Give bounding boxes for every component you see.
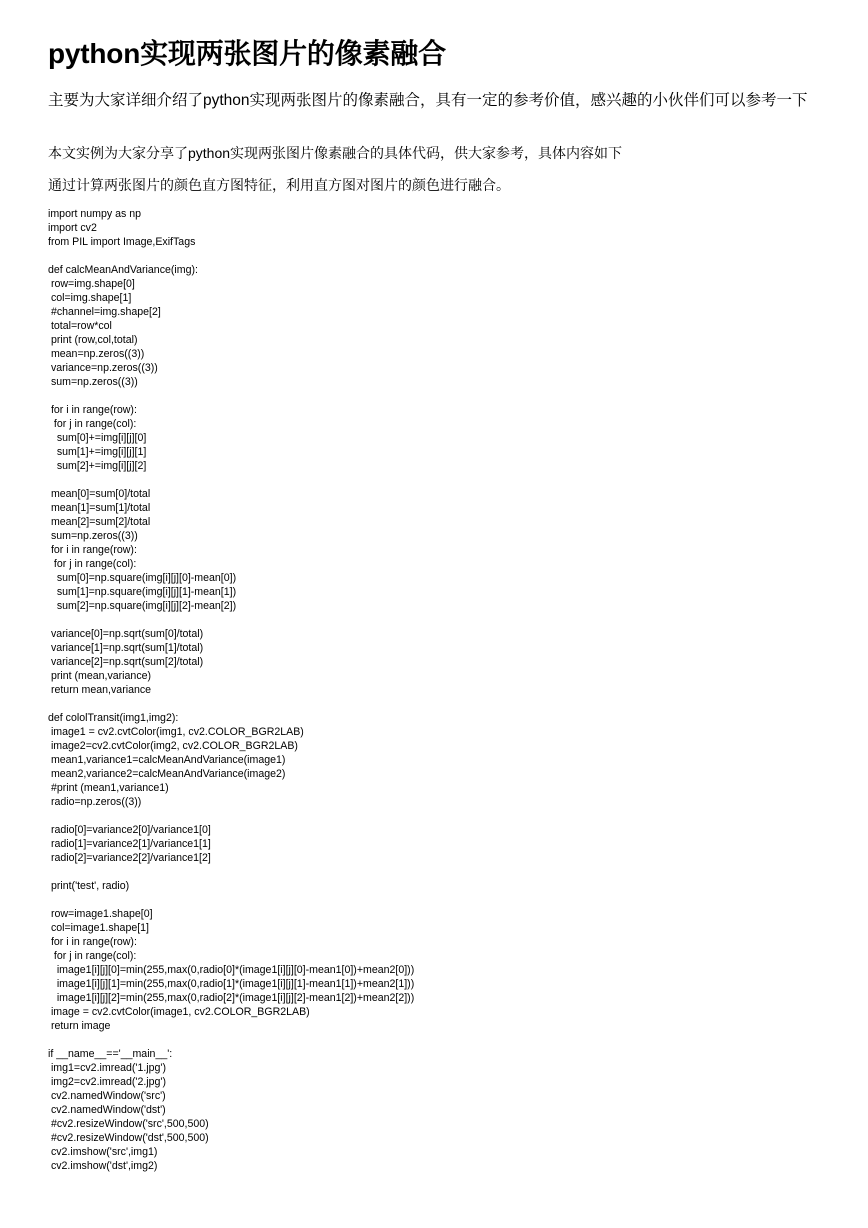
code-line: for j in range(col): xyxy=(48,558,137,570)
code-line: return image xyxy=(48,1020,111,1032)
code-line: image1[i][j][1]=min(255,max(0,radio[1]*(image1[i][j][1]-mean1[1])+mean2[1])) xyxy=(48,978,415,990)
code-line: mean1,variance1=calcMeanAndVariance(image1) xyxy=(48,754,286,766)
article-description: 通过计算两张图片的颜色直方图特征，利用直方图对图片的颜色进行融合。 xyxy=(48,177,510,193)
code-line: from PIL import Image,ExifTags xyxy=(48,236,196,248)
code-block xyxy=(48,207,414,1173)
code-line xyxy=(48,893,414,907)
code-line: image1[i][j][0]=min(255,max(0,radio[0]*(image1[i][j][0]-mean1[0])+mean2[0])) xyxy=(48,964,415,976)
article-title: python实现两张图片的像素融合 xyxy=(48,38,446,69)
code-line: cv2.namedWindow('src') xyxy=(48,1090,166,1102)
code-line xyxy=(48,473,414,487)
code-line: cv2.imshow('dst',img2) xyxy=(48,1160,158,1172)
code-line: variance[0]=np.sqrt(sum[0]/total) xyxy=(48,628,204,640)
code-line: cv2.namedWindow('dst') xyxy=(48,1104,166,1116)
code-line: img1=cv2.imread('1.jpg') xyxy=(48,1062,166,1074)
code-line: image1 = cv2.cvtColor(img1, cv2.COLOR_BGR2LAB) xyxy=(48,726,304,738)
code-line: row=image1.shape[0] xyxy=(48,908,153,920)
code-line xyxy=(48,1033,414,1047)
code-line: for j in range(col): xyxy=(48,418,137,430)
code-line: total=row*col xyxy=(48,320,112,332)
code-line: cv2.imshow('src',img1) xyxy=(48,1146,158,1158)
code-line: import numpy as np xyxy=(48,208,142,220)
code-line: radio[1]=variance2[1]/variance1[1] xyxy=(48,838,211,850)
code-line: mean2,variance2=calcMeanAndVariance(image2) xyxy=(48,768,286,780)
code-line: for i in range(row): xyxy=(48,404,137,416)
code-line xyxy=(48,809,414,823)
code-line xyxy=(48,697,414,711)
code-line: def calcMeanAndVariance(img): xyxy=(48,264,198,276)
code-line xyxy=(48,249,414,263)
code-line: import cv2 xyxy=(48,222,97,234)
code-line: image = cv2.cvtColor(image1, cv2.COLOR_BGR2LAB) xyxy=(48,1006,310,1018)
code-line: col=image1.shape[1] xyxy=(48,922,150,934)
article-intro: 本文实例为大家分享了python实现两张图片像素融合的具体代码，供大家参考，具体内容如下 xyxy=(48,145,623,161)
code-line: for j in range(col): xyxy=(48,950,137,962)
code-line: sum[1]+=img[i][j][1] xyxy=(48,446,147,458)
code-line: sum[0]=np.square(img[i][j][0]-mean[0]) xyxy=(48,572,237,584)
code-line: radio[0]=variance2[0]/variance1[0] xyxy=(48,824,211,836)
code-line: image2=cv2.cvtColor(img2, cv2.COLOR_BGR2LAB) xyxy=(48,740,298,752)
code-line: mean[0]=sum[0]/total xyxy=(48,488,151,500)
code-line: #print (mean1,variance1) xyxy=(48,782,169,794)
code-line: if __name__=='__main__': xyxy=(48,1048,173,1060)
code-line: #cv2.resizeWindow('dst',500,500) xyxy=(48,1132,209,1144)
code-line: def cololTransit(img1,img2): xyxy=(48,712,179,724)
code-line: mean[2]=sum[2]/total xyxy=(48,516,151,528)
code-line: variance[2]=np.sqrt(sum[2]/total) xyxy=(48,656,204,668)
code-line: for i in range(row): xyxy=(48,936,137,948)
code-line xyxy=(48,389,414,403)
code-line: sum=np.zeros((3)) xyxy=(48,376,138,388)
code-line: sum[0]+=img[i][j][0] xyxy=(48,432,147,444)
code-line: mean=np.zeros((3)) xyxy=(48,348,145,360)
code-line: variance=np.zeros((3)) xyxy=(48,362,158,374)
code-line: #channel=img.shape[2] xyxy=(48,306,161,318)
code-line: image1[i][j][2]=min(255,max(0,radio[2]*(image1[i][j][2]-mean1[2])+mean2[2])) xyxy=(48,992,415,1004)
code-line: col=img.shape[1] xyxy=(48,292,132,304)
code-line: #cv2.resizeWindow('src',500,500) xyxy=(48,1118,209,1130)
code-line xyxy=(48,613,414,627)
code-line: sum[2]+=img[i][j][2] xyxy=(48,460,147,472)
code-line: sum[1]=np.square(img[i][j][1]-mean[1]) xyxy=(48,586,237,598)
code-line: variance[1]=np.sqrt(sum[1]/total) xyxy=(48,642,204,654)
code-line: radio=np.zeros((3)) xyxy=(48,796,142,808)
code-line: print (row,col,total) xyxy=(48,334,138,346)
code-line xyxy=(48,865,414,879)
code-line: radio[2]=variance2[2]/variance1[2] xyxy=(48,852,211,864)
code-line: img2=cv2.imread('2.jpg') xyxy=(48,1076,166,1088)
code-line: mean[1]=sum[1]/total xyxy=(48,502,151,514)
article-summary: 主要为大家详细介绍了python实现两张图片的像素融合，具有一定的参考价值，感兴趣的小伙伴们可以参考一下 xyxy=(48,92,808,109)
code-line: sum=np.zeros((3)) xyxy=(48,530,138,542)
code-line: return mean,variance xyxy=(48,684,152,696)
code-line: sum[2]=np.square(img[i][j][2]-mean[2]) xyxy=(48,600,237,612)
code-line: print('test', radio) xyxy=(48,880,130,892)
code-line: for i in range(row): xyxy=(48,544,137,556)
code-line: print (mean,variance) xyxy=(48,670,152,682)
code-line: row=img.shape[0] xyxy=(48,278,135,290)
